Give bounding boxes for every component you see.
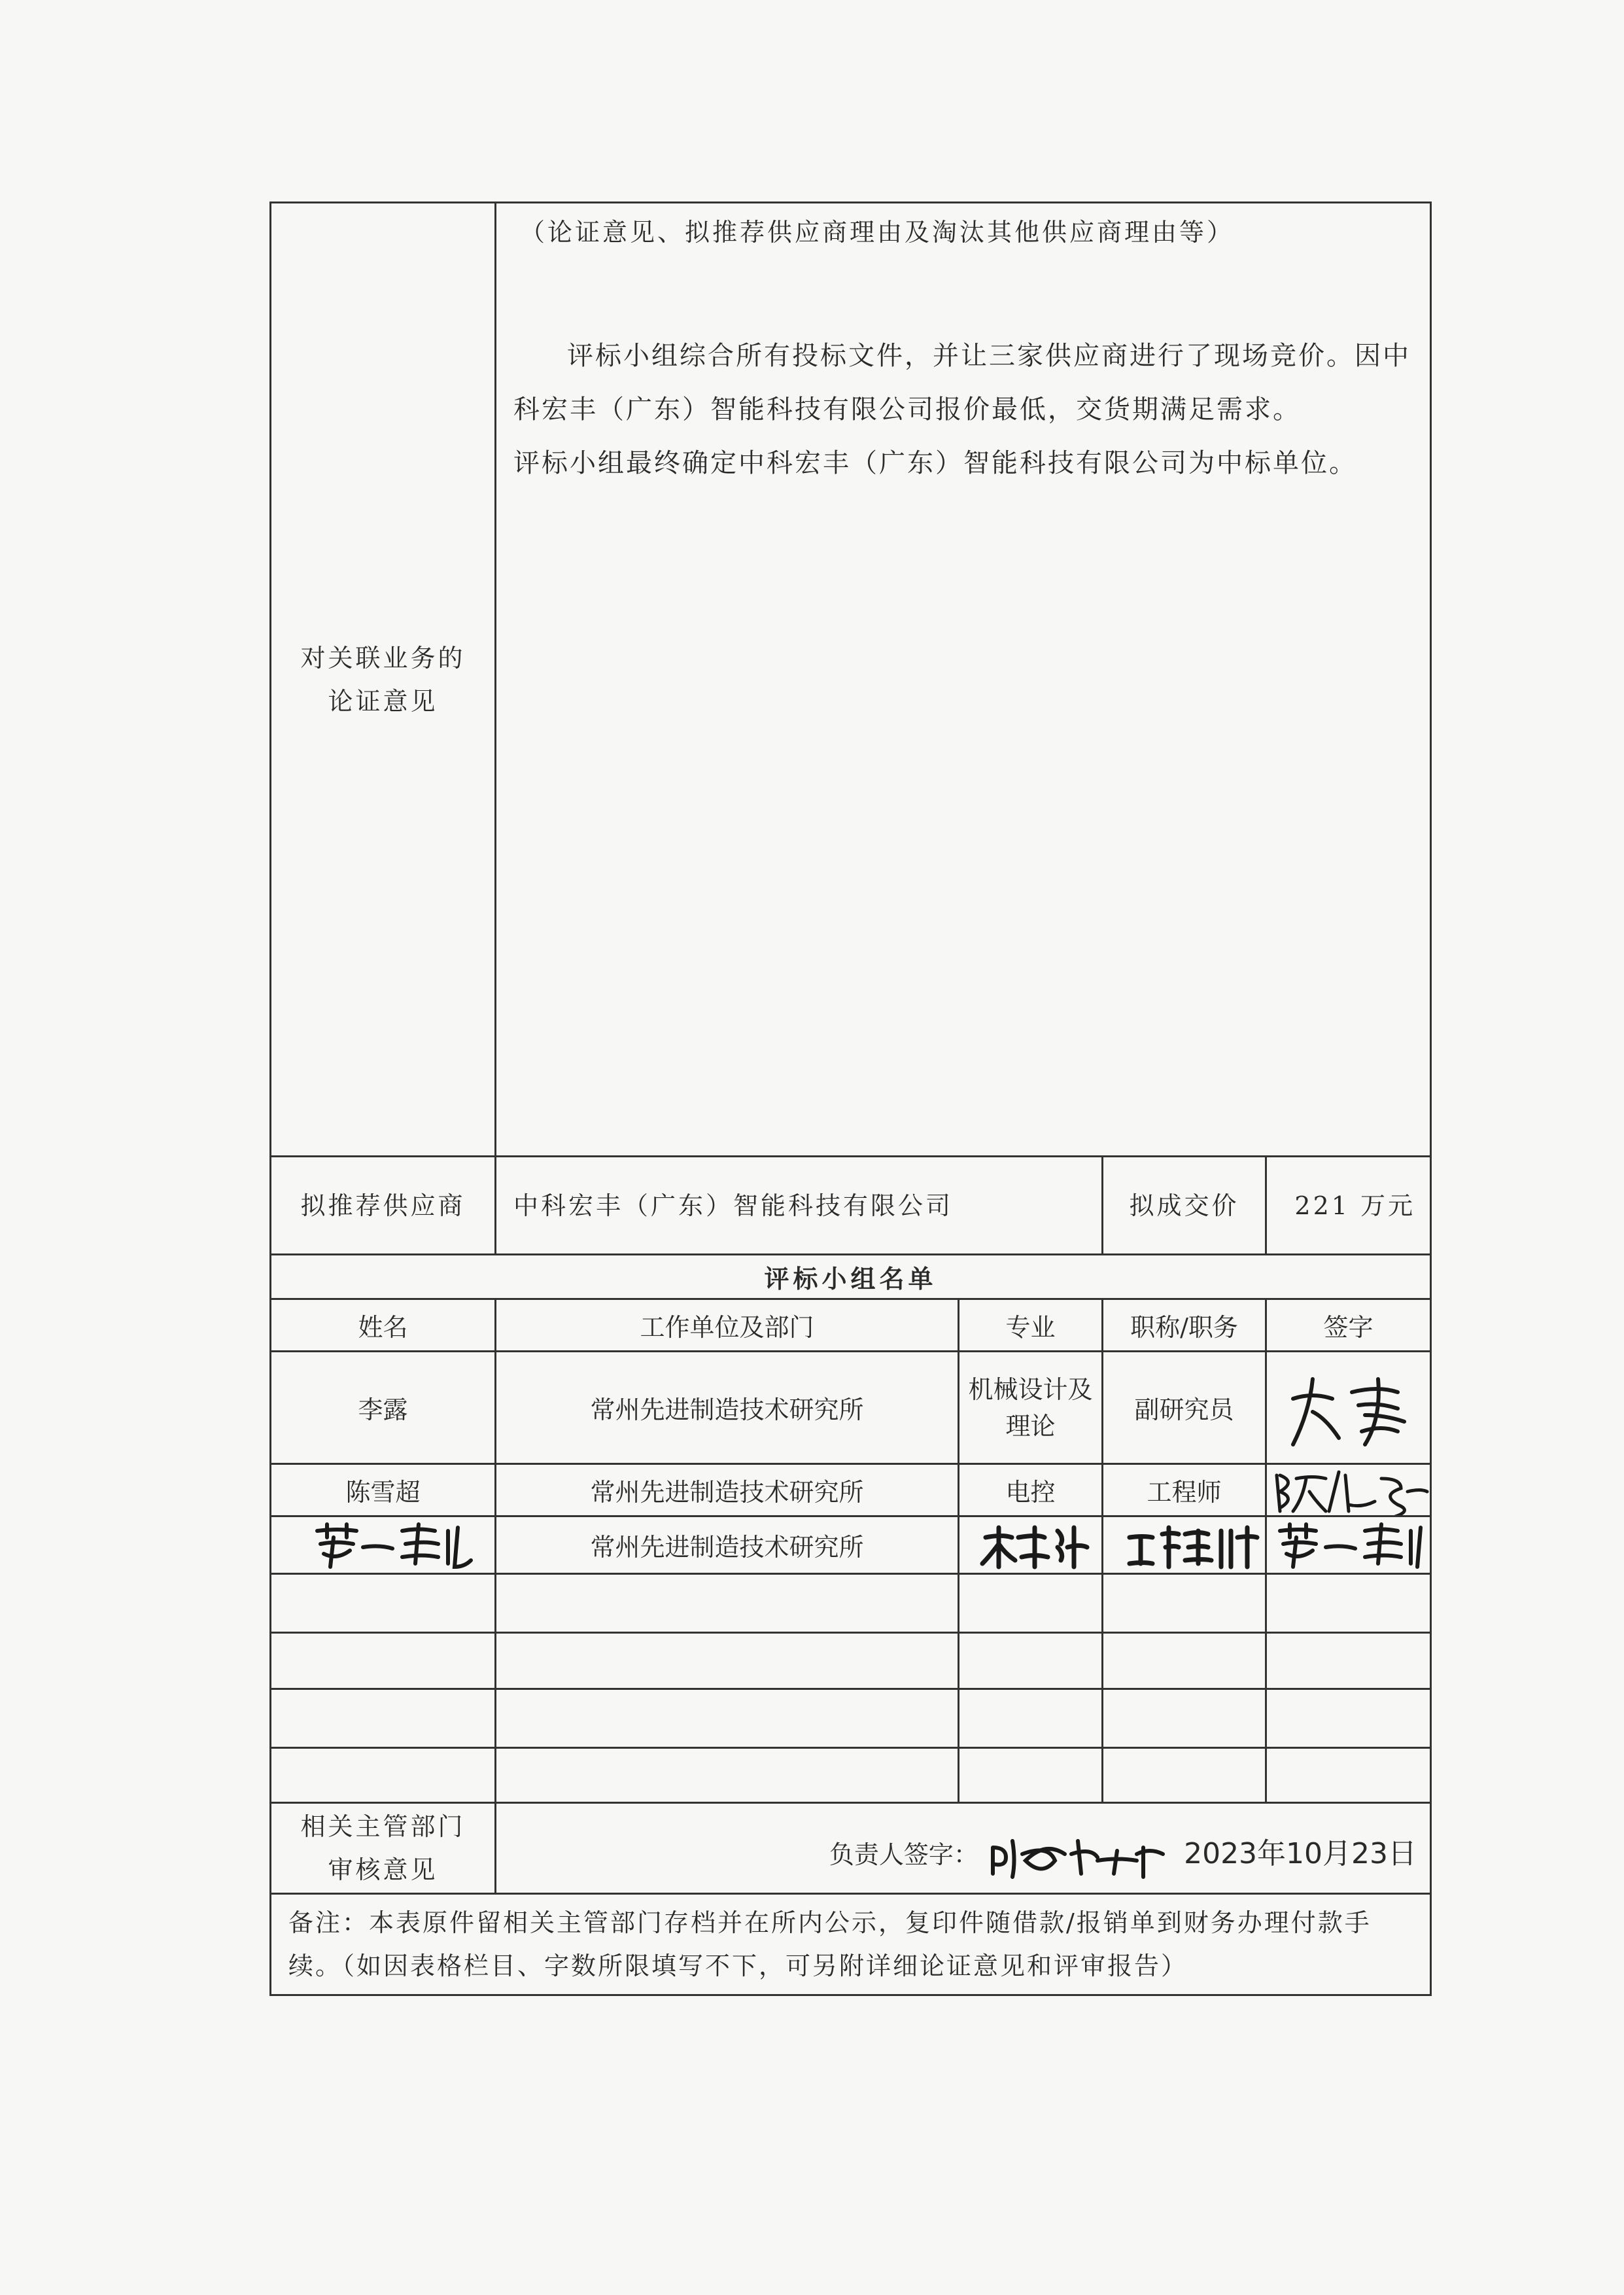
recommend-supplier: 中科宏丰（广东）智能科技有限公司 [496,1157,1103,1255]
review-responsible [829,1830,1417,1880]
responsible-signature-image [986,1834,1176,1880]
member-title: 工程师 [1103,1464,1266,1516]
member-major: 机械设计及理论 [959,1352,1103,1464]
review-content-cell [496,1803,1431,1894]
header-sign: 签字 [1266,1299,1431,1352]
panel-empty-row [271,1689,1431,1748]
signature-image [1267,1353,1431,1463]
review-label-cell [271,1803,496,1894]
panel-header-row [271,1299,1431,1352]
evaluation-form-table [269,201,1432,1996]
header-unit: 工作单位及部门 [496,1299,959,1352]
member-name-handwritten [271,1516,496,1574]
opinion-body [496,256,1430,490]
member-unit: 常州先进制造技术研究所 [496,1352,959,1464]
panel-member-row [271,1516,1431,1574]
signature-image [1267,1465,1431,1515]
member-title-handwritten [1103,1516,1266,1574]
recommend-label: 拟推荐供应商 [271,1157,496,1255]
review-row [271,1803,1431,1894]
opinion-label-line2: 论证意见 [328,686,438,716]
member-title: 副研究员 [1103,1352,1266,1464]
member-signature-cell [1266,1516,1431,1574]
price-value: 221 万元 [1266,1157,1431,1255]
review-label-line2: 审核意见 [328,1855,438,1884]
note-row [271,1894,1431,1995]
member-unit: 常州先进制造技术研究所 [496,1516,959,1574]
opinion-label-line1: 对关联业务的 [300,643,466,673]
member-signature-cell [1266,1352,1431,1464]
member-major: 电控 [959,1464,1103,1516]
header-major: 专业 [959,1299,1103,1352]
opinion-paragraph-2: 评标小组最终确定中科宏丰（广东）智能科技有限公司为中标单位。 [513,448,1357,478]
opinion-row [271,203,1431,1157]
panel-title-row [271,1255,1431,1299]
handwritten-title-image [1103,1518,1266,1573]
header-name: 姓名 [271,1299,496,1352]
review-label-line1: 相关主管部门 [300,1812,466,1841]
member-unit: 常州先进制造技术研究所 [496,1464,959,1516]
signature-image [1267,1518,1431,1573]
opinion-hint: （论证意见、拟推荐供应商理由及淘汰其他供应商理由等） [520,218,1235,247]
member-name: 李露 [271,1352,496,1464]
opinion-content-cell [496,203,1431,1157]
recommend-row [271,1157,1431,1255]
member-name: 陈雪超 [271,1464,496,1516]
panel-empty-row [271,1633,1431,1689]
opinion-paragraph-1: 评标小组综合所有投标文件，并让三家供应商进行了现场竞价。因中科宏丰（广东）智能科技有限公司报价最低，交货期满足需求。 [513,341,1411,425]
handwritten-major-image [959,1518,1103,1573]
member-signature-cell [1266,1464,1431,1516]
review-date: 2023年10月23日 [1184,1837,1417,1870]
responsible-label: 负责人签字： [829,1840,978,1869]
opinion-label-cell [271,203,496,1157]
handwritten-name-image [271,1518,496,1573]
price-label: 拟成交价 [1103,1157,1266,1255]
member-major-handwritten [959,1516,1103,1574]
panel-title: 评标小组名单 [271,1255,1431,1299]
panel-empty-row [271,1748,1431,1803]
panel-member-row [271,1464,1431,1516]
panel-member-row [271,1352,1431,1464]
footer-note: 备注：本表原件留相关主管部门存档并在所内公示，复印件随借款/报销单到财务办理付款手续。（如因表格栏目、字数所限填写不下，可另附详细论证意见和评审报告） [271,1894,1431,1995]
panel-empty-row [271,1574,1431,1633]
header-title: 职称/职务 [1103,1299,1266,1352]
